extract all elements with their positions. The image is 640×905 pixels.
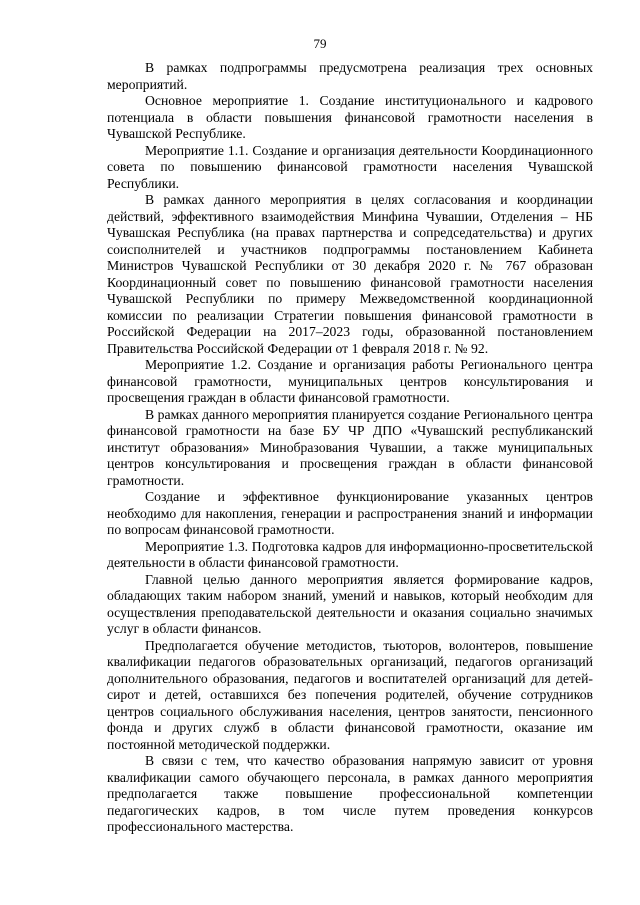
paragraph: В рамках данного мероприятия планируется создание Регионального центра финансовой грамотности на базе БУ ЧР ДПО «Чувашский республиканский институт образования» Минобразования Чувашии, а также муниципальных центров консультирования и просвещения граждан в области финансовой грамотности.	[107, 406, 593, 488]
paragraph: В рамках данного мероприятия в целях согласования и координации действий, эффективного взаимодействия Минфина Чувашии, Отделения – НБ Чувашская Республика (на правах партнерства и сопредседательства) и других соисполнителей и участников подпрограммы постановлением Кабинета Министров Чувашской Республики от 30 декабря 2020 г. № 767 образован Координационный совет по повышению финансовой грамотности населения Чувашской Республики по примеру Межведомственной координационной комиссии по реализации Стратегии повышения финансовой грамотности в Российской Федерации на 2017–2023 годы, образованной постановлением Правительства Российской Федерации от 1 февраля 2018 г. № 92.	[107, 192, 593, 356]
paragraph: Основное мероприятие 1. Создание институционального и кадрового потенциала в области повышения финансовой грамотности населения в Чувашской Республике.	[107, 93, 593, 141]
paragraph: Главной целью данного мероприятия является формирование кадров, обладающих таким набором знаний, умений и навыков, который необходим для осуществления преподавательской деятельности и оказания социально значимых услуг в области финансов.	[107, 571, 593, 636]
paragraph: Предполагается обучение методистов, тьюторов, волонтеров, повышение квалификации педагогов образовательных организаций, педагогов организаций дополнительного образования, педагогов и воспитателей организаций для детей-сирот и детей, оставшихся без попечения родителей, обучение сотрудников центров социального обслуживания населения, центров занятости, пенсионного фонда и других служб в области финансовой грамотности, оказание им постоянной методической поддержки.	[107, 637, 593, 752]
paragraph: Мероприятие 1.3. Подготовка кадров для информационно-просветительской деятельности в области финансовой грамотности.	[107, 538, 593, 570]
paragraph: В связи с тем, что качество образования напрямую зависит от уровня квалификации самого обучающего персонала, в рамках данного мероприятия предполагается также повышение профессиональной компетенции педагогических кадров, в том числе путем проведения конкурсов профессионального мастерства.	[107, 753, 593, 834]
page-number: 79	[313, 36, 327, 51]
paragraph: Создание и эффективное функционирование указанных центров необходимо для накопления, генерации и распространения знаний и информации по вопросам финансовой грамотности.	[107, 489, 593, 537]
document-body	[107, 60, 593, 836]
paragraph: Мероприятие 1.1. Создание и организация деятельности Координационного совета по повышению финансовой грамотности населения Чувашской Республики.	[107, 142, 593, 191]
paragraph: В рамках подпрограммы предусмотрена реализация трех основных мероприятий.	[107, 60, 593, 92]
paragraph: Мероприятие 1.2. Создание и организация работы Регионального центра финансовой грамотности, муниципальных центров консультирования и просвещения граждан в области финансовой грамотности.	[107, 357, 593, 405]
